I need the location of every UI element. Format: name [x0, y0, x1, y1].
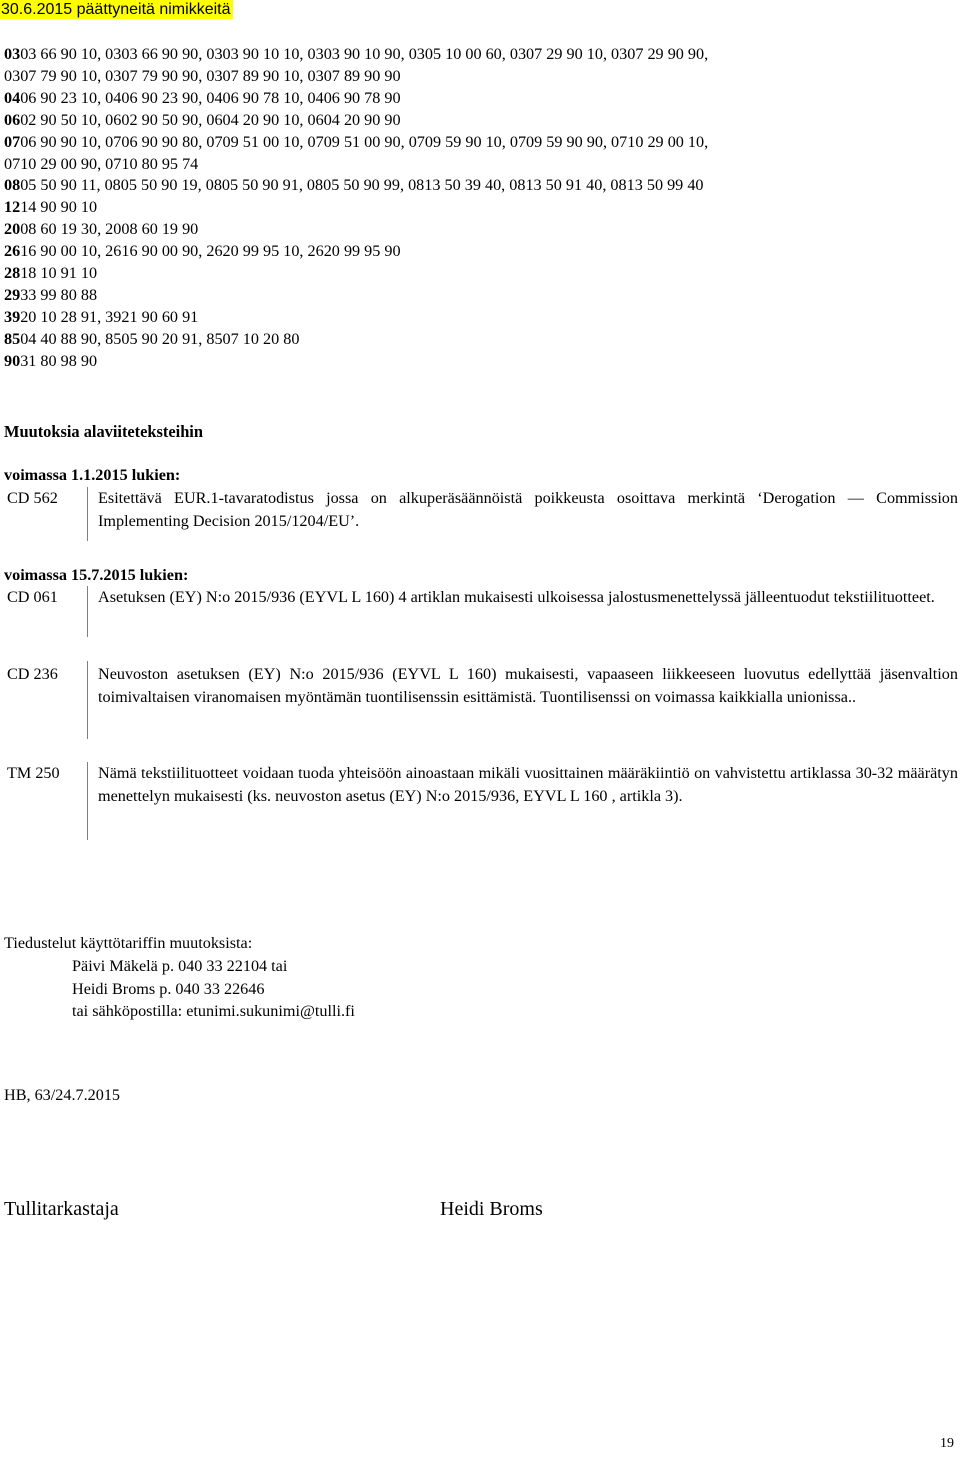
contact-line: Heidi Broms p. 040 33 22646 — [72, 979, 265, 998]
note-text: Neuvoston asetuksen (EY) N:o 2015/936 (EYVL L 160) mukaisesti, vapaaseen liikkeeseen luovutus edellyttää jäsenvaltion toimivaltaisen viranomaisen myöntämän tuontilisenssin esittämistä. Tuontilisenssi on voimassa kaikkialla unionissa.. — [98, 665, 958, 706]
page-number: 19 — [940, 1436, 954, 1451]
tariff-code-list — [4, 44, 954, 373]
contact-line: Päivi Mäkelä p. 040 33 22104 tai — [72, 956, 288, 975]
code-line: 0710 29 00 90, 0710 80 95 74 — [4, 154, 199, 173]
code-line: 0406 90 23 10, 0406 90 23 90, 0406 90 78 10, 0406 90 78 90 — [4, 88, 401, 107]
validity-heading: voimassa 15.7.2015 lukien: — [4, 566, 189, 584]
contact-email: tai sähköpostilla: etunimi.sukunimi@tulli.fi — [72, 1002, 355, 1021]
code-line: 0805 50 90 11, 0805 50 90 19, 0805 50 90 91, 0805 50 90 99, 0813 50 39 40, 0813 50 91 40, 0813 50 99 40 — [4, 176, 704, 195]
contact-info — [4, 932, 355, 1023]
code-line: 2933 99 80 88 — [4, 285, 98, 304]
note-code: CD 562 — [7, 489, 58, 507]
code-line: 2616 90 00 10, 2616 90 00 90, 2620 99 95 10, 2620 99 95 90 — [4, 242, 401, 261]
note-code: CD 061 — [7, 588, 58, 606]
note-divider — [87, 661, 88, 739]
code-line: 0303 66 90 10, 0303 66 90 90, 0303 90 10 10, 0303 90 10 90, 0305 10 00 60, 0307 29 90 10, 0307 29 90 90, — [4, 45, 709, 63]
contact-intro: Tiedustelut käyttötariffin muutoksista: — [4, 934, 253, 952]
page-header-title: 30.6.2015 päättyneitä nimikkeitä — [0, 0, 233, 19]
note-code: TM 250 — [7, 764, 60, 782]
document-reference: HB, 63/24.7.2015 — [4, 1086, 121, 1104]
note-text: Asetuksen (EY) N:o 2015/936 (EYVL L 160) 4 artiklan mukaisesti ulkoisessa jalostusmenettelyssä jälleentuodut tekstiilituotteet. — [98, 588, 935, 606]
note-divider — [87, 586, 88, 637]
code-line: 0602 90 50 10, 0602 90 50 90, 0604 20 90 10, 0604 20 90 90 — [4, 110, 401, 129]
signer-title: Tullitarkastaja — [4, 1198, 119, 1220]
code-line: 3920 10 28 91, 3921 90 60 91 — [4, 307, 199, 326]
signer-name: Heidi Broms — [440, 1198, 543, 1220]
code-line: 0307 79 90 10, 0307 79 90 90, 0307 89 90 10, 0307 89 90 90 — [4, 66, 401, 85]
section-title: Muutoksia alaviiteteksteihin — [4, 422, 203, 441]
note-code: CD 236 — [7, 665, 58, 683]
code-line: 1214 90 90 10 — [4, 198, 98, 217]
note-divider — [87, 487, 88, 541]
validity-heading: voimassa 1.1.2015 lukien: — [4, 466, 181, 484]
code-line: 2008 60 19 30, 2008 60 19 90 — [4, 220, 199, 239]
code-line: 2818 10 91 10 — [4, 264, 98, 283]
note-text: Esitettävä EUR.1-tavaratodistus jossa on alkuperäsäännöistä poikkeusta osoittava merkintä ‘Derogation — Commission Implementing Decision 2015/1204/EU’. — [98, 489, 958, 530]
note-text: Nämä tekstiilituotteet voidaan tuoda yhteisöön ainoastaan mikäli vuosittainen määräkiintiö on vahvistettu artiklassa 30-32 määrätyn menettelyn mukaisesti (ks. neuvoston asetus (EY) N:o 2015/936, EYVL L 160 , artikla 3). — [98, 764, 958, 805]
code-line: 9031 80 98 90 — [4, 351, 98, 370]
code-line: 8504 40 88 90, 8505 90 20 91, 8507 10 20 80 — [4, 329, 300, 348]
code-line: 0706 90 90 10, 0706 90 90 80, 0709 51 00 10, 0709 51 00 90, 0709 59 90 10, 0709 59 90 90, 0710 29 00 10, — [4, 132, 709, 151]
note-divider — [87, 762, 88, 840]
